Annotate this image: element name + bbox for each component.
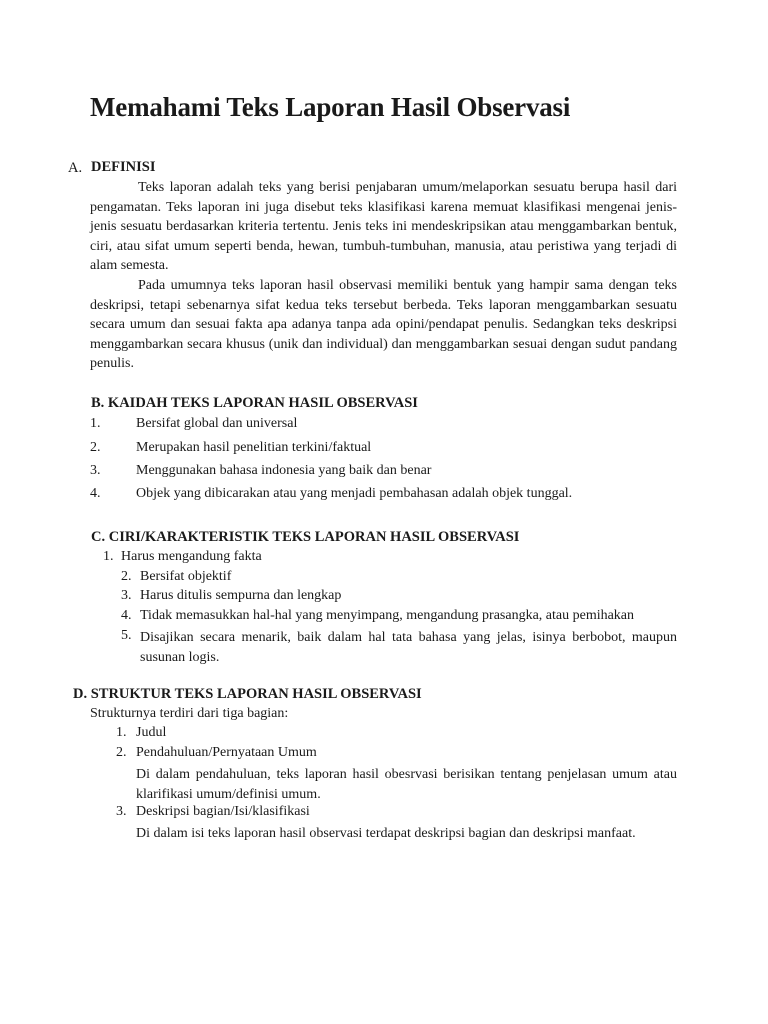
page-title: Memahami Teks Laporan Hasil Observasi [90,92,571,122]
section-d-intro: Strukturnya terdiri dari tiga bagian: [90,706,289,721]
list-item-description: Di dalam isi teks laporan hasil observasi terdapat deskripsi bagian dan deskripsi manfaat. [136,826,636,841]
list-item-number: 2. [121,569,132,584]
list-item: Deskripsi bagian/Isi/klasifikasi [136,804,310,819]
list-item-number: 3. [90,463,101,478]
section-c-heading: C. CIRI/KARAKTERISTIK TEKS LAPORAN HASIL OBSERVASI [91,529,520,545]
list-item: Harus mengandung fakta [121,549,262,564]
list-item-number: 4. [90,486,101,501]
list-item: Merupakan hasil penelitian terkini/faktual [136,440,372,455]
section-a-paragraph-2: Pada umumnya teks laporan hasil observasi memiliki bentuk yang hampir sama dengan teks deskripsi, tetapi sebenarnya sifat kedua teks tersebut berbeda. Teks laporan menggambarkan sesuatu secara umum dan sesuai fakta apa adanya tanpa ada opini/pendapat penulis. Sedangkan teks deskripsi menggambarkan secara khusus (unik dan individual) dan menggambarkan sesuai dengan sudut pandang penulis. [90,278,677,372]
list-item-description: Di dalam pendahuluan, teks laporan hasil obesrvasi berisikan tentang penjelasan umum atau klarifikasi umum/definisi umum. [136,767,677,802]
section-a-paragraph-1: Teks laporan adalah teks yang berisi penjabaran umum/melaporkan sesuatu berupa hasil dari pengamatan. Teks laporan ini juga disebut teks klasifikasi karena memuat klasifikasi mengenai jenis-jenis sesuatu berdasarkan kriteria tertentu. Jenis teks ini mendeskripsikan atau menggambarkan bentuk, ciri, atau sifat umum seperti benda, hewan, tumbuh-tumbuhan, manusia, atau peristiwa yang terjadi di alam semesta. [90,180,677,274]
list-item: Harus ditulis sempurna dan lengkap [140,588,342,603]
list-item-number: 2. [90,440,101,455]
section-b-heading: B. KAIDAH TEKS LAPORAN HASIL OBSERVASI [91,395,418,411]
section-a-heading: DEFINISI [91,159,156,175]
list-item-number: 4. [121,608,132,623]
list-item-number: 2. [116,745,127,760]
list-item-number: 1. [90,416,101,431]
list-item: Tidak memasukkan hal-hal yang menyimpang, mengandung prasangka, atau pemihakan [140,608,635,623]
list-item: Menggunakan bahasa indonesia yang baik dan benar [136,463,432,478]
list-item-number: 1. [116,725,127,740]
list-item: Judul [136,725,167,740]
list-item: Pendahuluan/Pernyataan Umum [136,745,317,760]
section-a-marker: A. [68,160,83,176]
list-item: Bersifat global dan universal [136,416,298,431]
list-item-number: 3. [116,804,127,819]
list-item-number: 1. [103,549,114,564]
list-item-number: 5. [121,628,132,643]
list-item: Bersifat objektif [140,569,232,584]
list-item: Disajikan secara menarik, baik dalam hal tata bahasa yang jelas, isinya berbobot, maupun susunan logis. [140,630,677,665]
list-item: Objek yang dibicarakan atau yang menjadi pembahasan adalah objek tunggal. [136,486,573,501]
section-d-heading: D. STRUKTUR TEKS LAPORAN HASIL OBSERVASI [73,686,422,702]
list-item-number: 3. [121,588,132,603]
